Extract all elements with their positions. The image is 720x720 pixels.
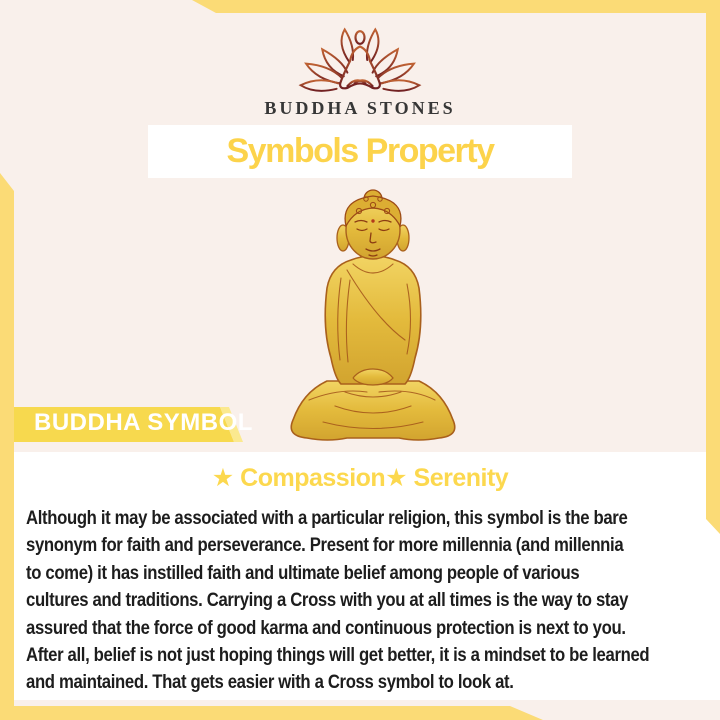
lotus-meditation-icon <box>295 24 425 96</box>
buddha-statue-icon <box>283 188 463 443</box>
paragraph-line: After all, belief is not just hoping things will get better, it is a mindset to be learned <box>26 645 650 667</box>
description-paragraph <box>26 505 695 697</box>
title-banner <box>148 125 572 178</box>
brand-name: BUDDHA STONES <box>264 98 456 118</box>
paragraph-line: Although it may be associated with a particular religion, this symbol is the bare <box>26 508 628 529</box>
properties-heading: ★ Compassion★ Serenity <box>211 464 509 492</box>
paragraph-line: and maintained. That gets easier with a Cross symbol to look at. <box>26 672 514 694</box>
brand-logo <box>295 24 425 96</box>
paragraph-line: to come) it has instilled faith and ultimate belief among people of various <box>26 562 580 584</box>
page-title: Symbols Property <box>226 132 494 170</box>
symbol-badge-label: BUDDHA SYMBOL <box>34 409 253 436</box>
paragraph-line: synonym for faith and perseverance. Present for more millennia (and millennia <box>26 535 624 557</box>
paragraph-line: assured that the force of good karma and continuous protection is next to you. <box>26 617 626 639</box>
paragraph-line: cultures and traditions. Carrying a Cross with you at all times is the way to stay <box>26 590 629 612</box>
golden-buddha-illustration <box>283 188 463 443</box>
